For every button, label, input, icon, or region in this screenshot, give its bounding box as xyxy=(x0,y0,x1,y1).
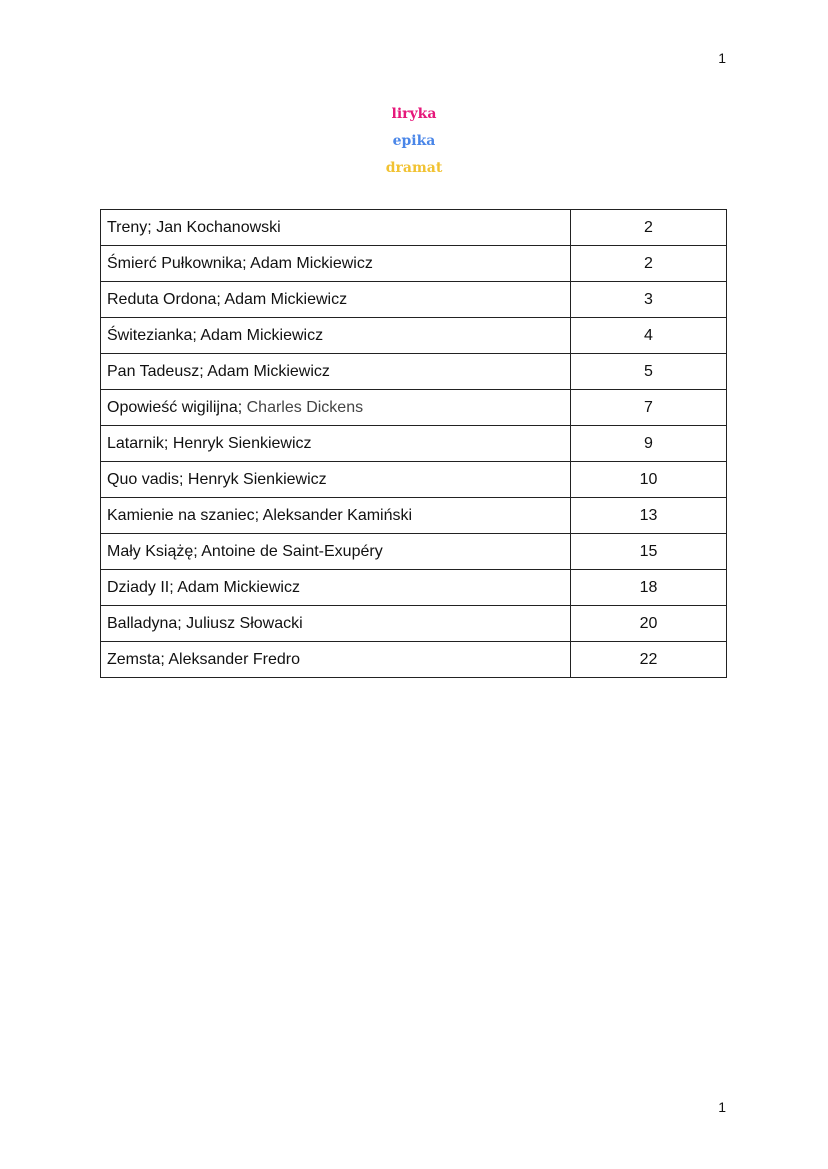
work-title: Kamienie na szaniec; Aleksander Kamiński xyxy=(107,506,413,524)
work-title: Quo vadis; Henryk Sienkiewicz xyxy=(107,470,327,488)
title-cell xyxy=(101,642,571,678)
author: Charles Dickens xyxy=(246,398,364,416)
page-cell: 7 xyxy=(571,390,727,426)
table-row xyxy=(101,570,727,606)
title-cell xyxy=(101,354,571,390)
table-row xyxy=(101,390,727,426)
work-title: Pan Tadeusz; Adam Mickiewicz xyxy=(107,362,330,380)
work-title: Śmierć Pułkownika; Adam Mickiewicz xyxy=(107,254,373,272)
title-cell xyxy=(101,318,571,354)
genre-legend xyxy=(0,101,828,182)
work-title: Reduta Ordona; Adam Mickiewicz xyxy=(107,290,348,308)
legend-dramat: dramat xyxy=(385,160,443,176)
title-cell xyxy=(101,534,571,570)
title-cell xyxy=(101,426,571,462)
page-cell: 20 xyxy=(571,606,727,642)
legend-epika: epika xyxy=(392,133,436,149)
title-cell xyxy=(101,282,571,318)
title-cell xyxy=(101,246,571,282)
work-title: Latarnik; Henryk Sienkiewicz xyxy=(107,434,312,452)
title-cell xyxy=(101,462,571,498)
page-cell: 22 xyxy=(571,642,727,678)
page-cell: 9 xyxy=(571,426,727,462)
work-title: Dziady II; Adam Mickiewicz xyxy=(107,578,300,596)
page-cell: 10 xyxy=(571,462,727,498)
work-title: Mały Książę; Antoine de Saint-Exupéry xyxy=(107,542,383,560)
page-cell: 15 xyxy=(571,534,727,570)
table-row xyxy=(101,462,727,498)
page-number-top: 1 xyxy=(718,50,726,66)
title-cell xyxy=(101,390,571,426)
table-row xyxy=(101,606,727,642)
work-title: Opowieść wigilijna; xyxy=(107,398,247,416)
work-title: Świtezianka; Adam Mickiewicz xyxy=(107,326,324,344)
page-cell: 18 xyxy=(571,570,727,606)
page-number-bottom: 1 xyxy=(718,1099,726,1115)
page-cell: 5 xyxy=(571,354,727,390)
page-cell: 13 xyxy=(571,498,727,534)
table-row xyxy=(101,534,727,570)
table-of-contents xyxy=(100,209,727,678)
title-cell xyxy=(101,606,571,642)
work-title: Zemsta; Aleksander Fredro xyxy=(107,650,300,668)
table-row xyxy=(101,318,727,354)
page-cell: 3 xyxy=(571,282,727,318)
page-cell: 2 xyxy=(571,246,727,282)
table-row xyxy=(101,246,727,282)
title-cell xyxy=(101,498,571,534)
legend-liryka: liryka xyxy=(391,106,437,122)
table-row xyxy=(101,354,727,390)
table-row xyxy=(101,498,727,534)
title-cell xyxy=(101,210,571,246)
table-row xyxy=(101,642,727,678)
work-title: Balladyna; Juliusz Słowacki xyxy=(107,614,303,632)
work-title: Treny; Jan Kochanowski xyxy=(107,218,281,236)
table-row xyxy=(101,210,727,246)
title-cell xyxy=(101,570,571,606)
page-cell: 4 xyxy=(571,318,727,354)
page-cell: 2 xyxy=(571,210,727,246)
table-row xyxy=(101,282,727,318)
table-row xyxy=(101,426,727,462)
